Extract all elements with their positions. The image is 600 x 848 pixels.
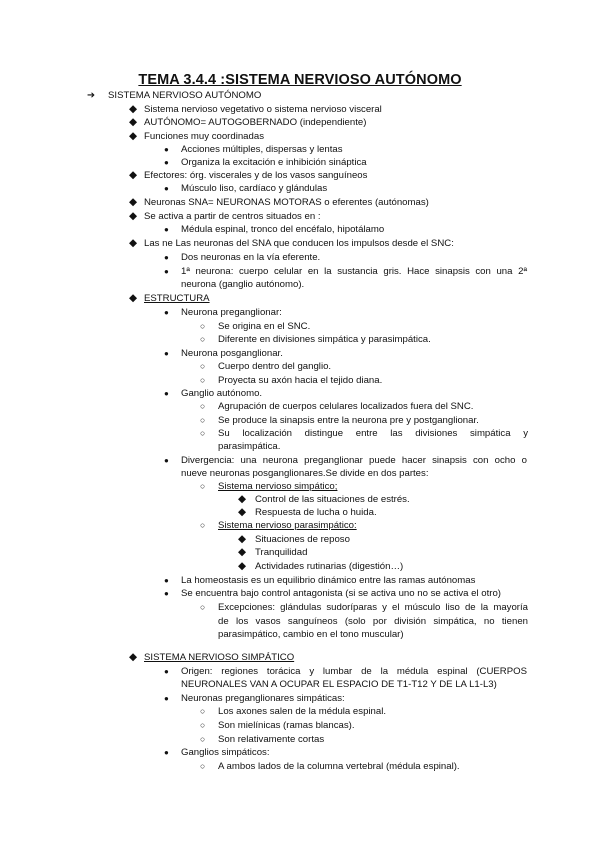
bullet-arrow-icon: ➔: [87, 90, 96, 101]
outline-line: Se produce la sinapsis entre la neurona pre y postganglionar.: [218, 415, 479, 426]
bullet-dot-icon: ●: [164, 389, 169, 398]
outline-line: 1ª neurona: cuerpo celular en la sustancia gris. Hace sinapsis con una 2ª: [181, 266, 527, 277]
outline-line: La homeostasis es un equilibrio dinámico entre las ramas autónomas: [181, 575, 476, 586]
bullet-diamond-icon: ◆: [129, 169, 138, 181]
outline-line: Ganglios simpáticos:: [181, 747, 270, 758]
outline-line: Ganglio autónomo.: [181, 388, 263, 399]
bullet-diamond-icon: ◆: [129, 651, 138, 663]
outline-line: Control de las situaciones de estrés.: [255, 494, 410, 505]
outline-line: Agrupación de cuerpos celulares localizados fuera del SNC.: [218, 401, 474, 412]
outline-line: Los axones salen de la médula espinal.: [218, 706, 387, 717]
bullet-dot-icon: ●: [164, 253, 169, 262]
outline-line: Neurona preganglionar:: [181, 307, 282, 318]
outline-line: Músculo liso, cardíaco y glándulas: [181, 183, 328, 194]
bullet-dot-icon: ●: [164, 748, 169, 757]
outline-line: Sistema nervioso vegetativo o sistema nervioso visceral: [144, 104, 382, 115]
bullet-circle-icon: ○: [200, 761, 206, 771]
bullet-circle-icon: ○: [200, 375, 206, 385]
bullet-circle-icon: ○: [200, 401, 206, 411]
outline-line: Respuesta de lucha o huida.: [255, 507, 377, 518]
outline-line: Dos neuronas en la vía eferente.: [181, 252, 321, 263]
section-heading: Sistema nervioso parasimpático:: [218, 520, 357, 531]
outline-line: Neurona posganglionar.: [181, 348, 283, 359]
bullet-diamond-icon: ◆: [129, 292, 138, 304]
section-heading: SISTEMA NERVIOSO SIMPÁTICO: [144, 652, 295, 663]
bullet-circle-icon: ○: [200, 321, 206, 331]
outline-line: Neuronas preganglionares simpáticas:: [181, 693, 345, 704]
outline-line: SISTEMA NERVIOSO AUTÓNOMO: [108, 90, 262, 101]
outline-line: parasimpática.: [218, 441, 281, 452]
outline-line: Origen: regiones torácica y lumbar de la médula espinal (CUERPOS: [181, 666, 527, 677]
bullet-dot-icon: ●: [164, 225, 169, 234]
outline-line: Médula espinal, tronco del encéfalo, hipotálamo: [181, 224, 385, 235]
outline-line: Neuronas SNA= NEURONAS MOTORAS o eferentes (autónomas): [144, 197, 429, 208]
outline-line: Organiza la excitación e inhibición sináptica: [181, 157, 367, 168]
bullet-diamond-icon: ◆: [238, 533, 247, 545]
outline-line: neurona (ganglio autónomo).: [181, 279, 305, 290]
outline-line: NEURONALES VAN A OCUPAR EL ESPACIO DE T1-T12 Y DE LA L1-L3): [181, 679, 497, 690]
outline-line: Excepciones: glándulas sudoríparas y el músculo liso de la mayoría: [218, 602, 528, 613]
outline-line: Acciones múltiples, dispersas y lentas: [181, 144, 343, 155]
bullet-dot-icon: ●: [164, 158, 169, 167]
bullet-circle-icon: ○: [200, 602, 206, 612]
bullet-dot-icon: ●: [164, 589, 169, 598]
bullet-diamond-icon: ◆: [238, 493, 247, 505]
bullet-diamond-icon: ◆: [238, 506, 247, 518]
section-heading: Sistema nervioso simpático;: [218, 481, 338, 492]
outline-line: Cuerpo dentro del ganglio.: [218, 361, 332, 372]
bullet-circle-icon: ○: [200, 415, 206, 425]
outline-line: Se origina en el SNC.: [218, 321, 311, 332]
bullet-diamond-icon: ◆: [129, 103, 138, 115]
section-heading: ESTRUCTURA: [144, 293, 210, 304]
bullet-dot-icon: ●: [164, 184, 169, 193]
bullet-diamond-icon: ◆: [129, 210, 138, 222]
outline-line: Proyecta su axón hacia el tejido diana.: [218, 375, 383, 386]
bullet-diamond-icon: ◆: [129, 237, 138, 249]
outline-line: Efectores: órg. viscerales y de los vasos sanguíneos: [144, 170, 368, 181]
outline-line: Tranquilidad: [255, 547, 308, 558]
outline-line: nueve neuronas posganglionares.Se divide en dos partes:: [181, 468, 429, 479]
bullet-dot-icon: ●: [164, 576, 169, 585]
outline-line: Las ne Las neuronas del SNA que conducen los impulsos desde el SNC:: [144, 238, 454, 249]
bullet-circle-icon: ○: [200, 520, 206, 530]
outline-line: Son relativamente cortas: [218, 734, 325, 745]
outline-line: A ambos lados de la columna vertebral (médula espinal).: [218, 761, 460, 772]
page-title: TEMA 3.4.4 :SISTEMA NERVIOSO AUTÓNOMO: [138, 72, 462, 88]
outline-line: Se activa a partir de centros situados en :: [144, 211, 321, 222]
outline-line: Situaciones de reposo: [255, 534, 350, 545]
outline-line: Son mielínicas (ramas blancas).: [218, 720, 355, 731]
outline-line: de los vasos sanguíneos (solo por división simpática, no tienen: [218, 616, 528, 627]
outline-line: Se encuentra bajo control antagonista (si se activa uno no se activa el otro): [181, 588, 501, 599]
bullet-dot-icon: ●: [164, 349, 169, 358]
bullet-dot-icon: ●: [164, 694, 169, 703]
bullet-diamond-icon: ◆: [129, 116, 138, 128]
bullet-dot-icon: ●: [164, 145, 169, 154]
outline-line: Funciones muy coordinadas: [144, 131, 264, 142]
bullet-dot-icon: ●: [164, 267, 169, 276]
outline-line: parasimpático, cambio en el tono muscular): [218, 629, 404, 640]
bullet-diamond-icon: ◆: [238, 546, 247, 558]
bullet-circle-icon: ○: [200, 706, 206, 716]
bullet-diamond-icon: ◆: [129, 196, 138, 208]
bullet-diamond-icon: ◆: [129, 130, 138, 142]
bullet-circle-icon: ○: [200, 334, 206, 344]
bullet-circle-icon: ○: [200, 361, 206, 371]
outline-line: Divergencia: una neurona preganglionar puede hacer sinapsis con ocho o: [181, 455, 527, 466]
bullet-dot-icon: ●: [164, 667, 169, 676]
bullet-circle-icon: ○: [200, 481, 206, 491]
outline-line: Diferente en divisiones simpática y parasimpática.: [218, 334, 431, 345]
outline-line: Actividades rutinarias (digestión…): [255, 561, 404, 572]
bullet-diamond-icon: ◆: [238, 560, 247, 572]
outline-line: Su localización distingue entre las divisiones simpática y: [218, 428, 528, 439]
bullet-dot-icon: ●: [164, 308, 169, 317]
bullet-circle-icon: ○: [200, 720, 206, 730]
bullet-circle-icon: ○: [200, 734, 206, 744]
outline-line: AUTÓNOMO= AUTOGOBERNADO (independiente): [144, 117, 367, 128]
bullet-dot-icon: ●: [164, 456, 169, 465]
bullet-circle-icon: ○: [200, 428, 206, 438]
